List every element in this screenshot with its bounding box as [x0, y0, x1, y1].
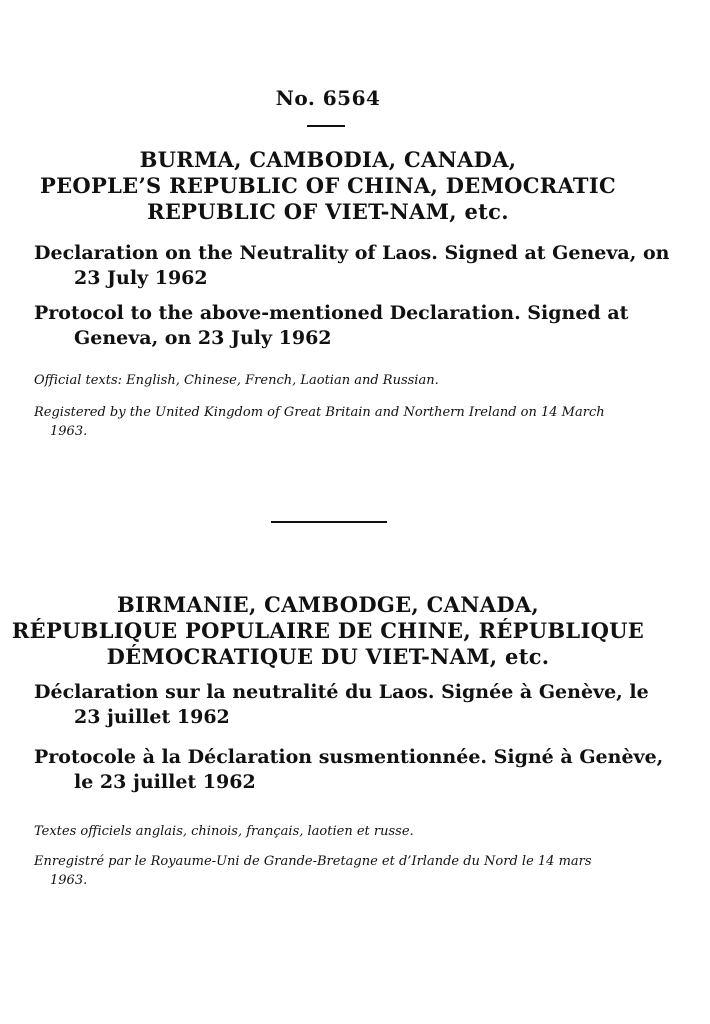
title-declaration-en: Declaration on the Neutrality of Laos. Signed at Geneva, on 23 July 1962: [34, 242, 670, 289]
parties-heading-en: [0, 147, 656, 225]
parties-heading-fr: [0, 592, 656, 670]
parties-line-en-3: REPUBLIC OF VIET-NAM, etc.: [147, 199, 509, 224]
title-protocol-en: Protocol to the above-mentioned Declaration. Signed at Geneva, on 23 July 1962: [34, 302, 629, 349]
title-declaration-fr: Déclaration sur la neutralité du Laos. Signée à Genève, le 23 juillet 1962: [34, 681, 649, 728]
parties-line-fr-1: BIRMANIE, CAMBODGE, CANADA,: [116, 592, 540, 617]
registration-en: Registered by the United Kingdom of Great Britain and Northern Ireland on 14 March 1963.: [34, 405, 605, 439]
registration-fr: Enregistré par le Royaume-Uni de Grande-Bretagne et d’Irlande du Nord le 14 mars 1963.: [34, 854, 592, 888]
treaty-number: No. 6564: [275, 86, 381, 110]
parties-line-fr-3: DÉMOCRATIQUE DU VIET-NAM, etc.: [106, 644, 550, 669]
parties-line-fr-2: RÉPUBLIQUE POPULAIRE DE CHINE, RÉPUBLIQUE: [11, 618, 645, 643]
title-protocol-fr: Protocole à la Déclaration susmentionnée. Signé à Genève, le 23 juillet 1962: [34, 746, 664, 793]
parties-line-en-2: PEOPLE’S REPUBLIC OF CHINA, DEMOCRATIC: [39, 173, 616, 198]
section-divider: [271, 521, 387, 523]
official-texts-fr: Textes officiels anglais, chinois, français, laotien et russe.: [34, 824, 414, 839]
official-texts-en: Official texts: English, Chinese, French, Laotian and Russian.: [34, 373, 439, 388]
number-divider: [307, 125, 345, 127]
parties-line-en-1: BURMA, CAMBODIA, CANADA,: [139, 147, 517, 172]
